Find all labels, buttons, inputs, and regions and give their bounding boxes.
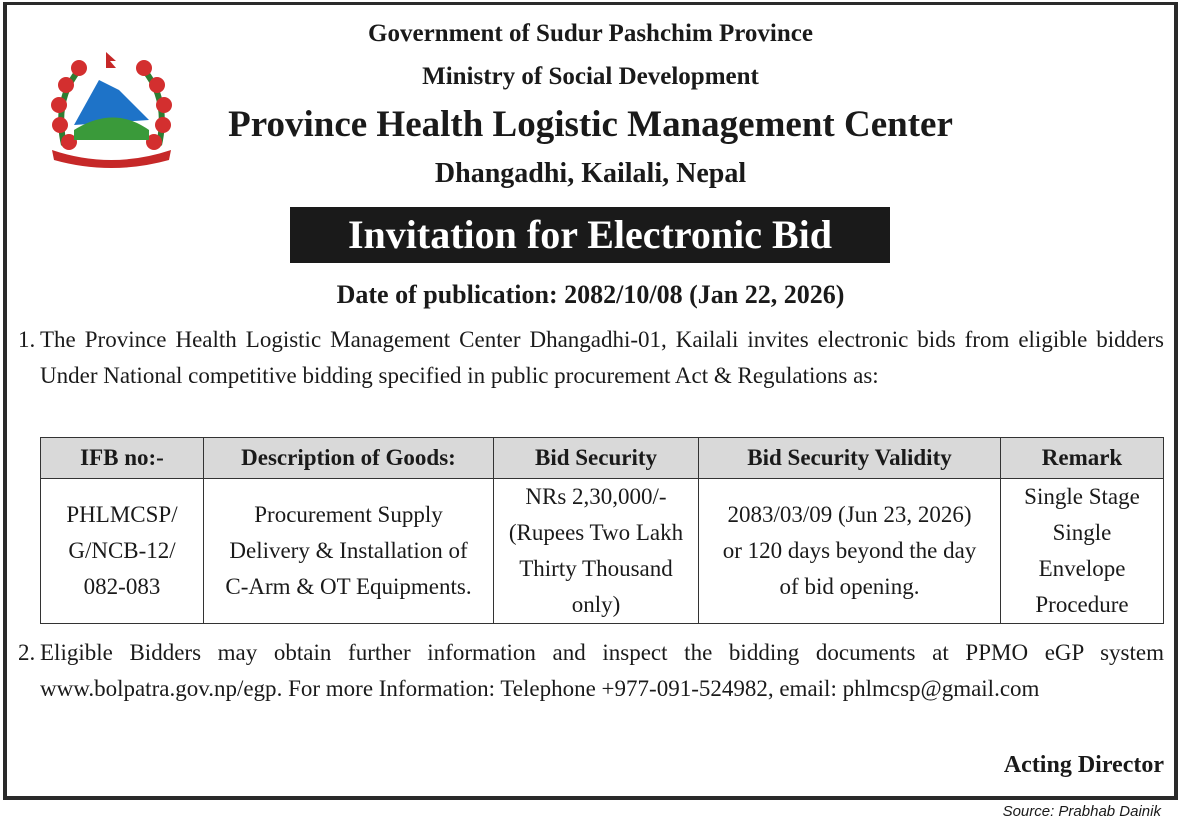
cell-validity: 2083/03/09 (Jun 23, 2026) or 120 days beyond the day of bid opening. [699, 479, 1001, 624]
item-number: 1. [18, 327, 36, 352]
publication-date: Date of publication: 2082/10/08 (Jan 22, 2026) [336, 280, 845, 309]
signature: Acting Director [1003, 752, 1164, 778]
paragraph-1 [18, 322, 1164, 393]
location: Dhangadhi, Kailali, Nepal [434, 158, 747, 189]
cell-description: Procurement Supply Delivery & Installation of C-Arm & OT Equipments. [204, 479, 494, 624]
cell-remark: Single Stage Single Envelope Procedure [1001, 479, 1164, 624]
government-heading: Government of Sudur Pashchim Province [368, 20, 813, 47]
table-row [41, 479, 1164, 624]
paragraph-text: Eligible Bidders may obtain further information and inspect the bidding documents at PPMO eGP system [40, 640, 1164, 665]
header-ifb: IFB no:- [41, 438, 204, 479]
contact-text: . For more Information: Telephone +977-091-524982, email: phlmcsp@gmail.com [276, 675, 1040, 701]
header-remark: Remark [1001, 438, 1164, 479]
bolpatra-link[interactable]: www.bolpatra.gov.np/egp [40, 675, 277, 701]
ministry-heading: Ministry of Social Development [422, 63, 759, 90]
paragraph-2 [18, 635, 1164, 706]
item-number: 2. [18, 640, 36, 665]
cell-ifb: PHLMCSP/ G/NCB-12/ 082-083 [41, 479, 204, 624]
organization-title: Province Health Logistic Management Center [228, 104, 953, 145]
notice-banner: Invitation for Electronic Bid [290, 207, 890, 263]
cell-bid-security: NRs 2,30,000/- (Rupees Two Lakh Thirty Thousand only) [494, 479, 699, 624]
table-header-row [41, 438, 1164, 479]
paragraph-text: The Province Health Logistic Management Center Dhangadhi-01, Kailali invites electronic bids from eligible bidders Under National competitive bidding specified in public procurement Act & Regulations as: [40, 327, 1164, 388]
header-validity: Bid Security Validity [699, 438, 1001, 479]
bid-table [40, 437, 1164, 624]
header-description: Description of Goods: [204, 438, 494, 479]
header-bid-security: Bid Security [494, 438, 699, 479]
source-credit: Source: Prabhab Dainik [1002, 803, 1161, 820]
